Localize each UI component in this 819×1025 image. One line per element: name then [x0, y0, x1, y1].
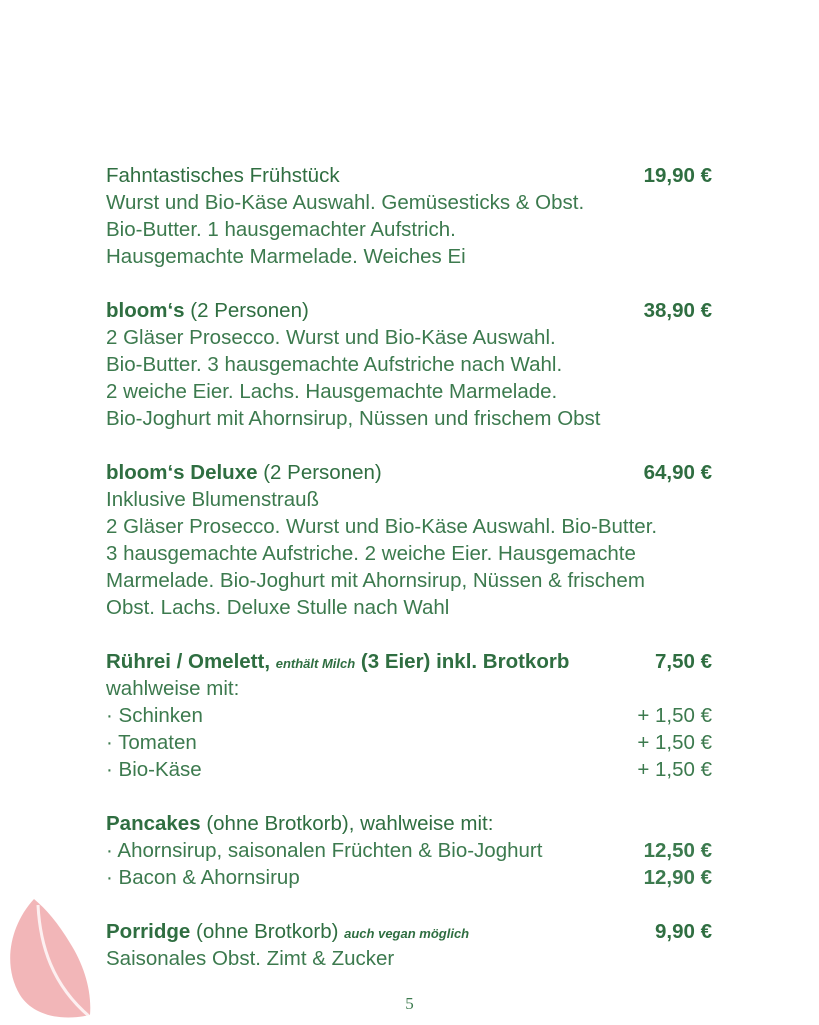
item-line: Wurst und Bio-Käse Auswahl. Gemüsesticks & Obst. [106, 191, 585, 214]
item-title-group [106, 459, 382, 486]
item-line: Bio-Butter. 3 hausgemachte Aufstriche nach Wahl. [106, 353, 563, 376]
option-label: · Tomaten [106, 731, 197, 754]
item-header [106, 459, 712, 486]
item-title: Pancakes [106, 812, 201, 835]
item-line: Bio-Joghurt mit Ahornsirup, Nüssen und frischem Obst [106, 407, 601, 430]
item-line: 2 Gläser Prosecco. Wurst und Bio-Käse Auswahl. [106, 326, 556, 349]
item-note: (2 Personen) [190, 299, 309, 322]
item-title-group [106, 810, 493, 837]
item-note: (2 Personen) [263, 461, 382, 484]
item-title: Fahntastisches Frühstück [106, 164, 340, 187]
option-price: + 1,50 € [637, 704, 712, 727]
menu-item-pancakes [106, 810, 712, 891]
item-header [106, 297, 712, 324]
item-line: 2 weiche Eier. Lachs. Hausgemachte Marmelade. [106, 380, 558, 403]
menu-item-blooms-deluxe [106, 459, 712, 621]
item-title: Rührei / Omelett, [106, 650, 271, 673]
item-line: Obst. Lachs. Deluxe Stulle nach Wahl [106, 596, 450, 619]
item-price: 7,50 € [655, 650, 712, 673]
item-header [106, 918, 712, 945]
option-price: 12,90 € [643, 866, 712, 889]
item-line: 2 Gläser Prosecco. Wurst und Bio-Käse Auswahl. Bio-Butter. [106, 515, 658, 538]
menu-item-blooms [106, 297, 712, 432]
item-tag: auch vegan möglich [344, 926, 470, 941]
option-row [106, 864, 712, 891]
item-line: 3 hausgemachte Aufstriche. 2 weiche Eier. Hausgemachte [106, 542, 636, 565]
item-title: Porridge [106, 920, 191, 943]
option-price: + 1,50 € [637, 731, 712, 754]
item-price: 38,90 € [643, 299, 712, 322]
item-price: 19,90 € [643, 164, 712, 187]
item-line: Marmelade. Bio-Joghurt mit Ahornsirup, Nüssen & frischem [106, 569, 645, 592]
item-price: 64,90 € [643, 461, 712, 484]
option-row [106, 756, 712, 783]
menu-item-fruehstueck [106, 162, 712, 270]
item-title-group [106, 297, 309, 324]
item-title-tail: (3 Eier) inkl. Brotkorb [360, 650, 570, 673]
option-label: · Bio-Käse [106, 758, 202, 781]
item-tag: enthält Milch [275, 656, 356, 671]
option-label: · Bacon & Ahornsirup [106, 866, 300, 889]
item-title-group [106, 648, 569, 677]
item-title: bloom‘s [106, 299, 185, 322]
item-line: Saisonales Obst. Zimt & Zucker [106, 947, 395, 970]
item-line: Bio-Butter. 1 hausgemachter Aufstrich. [106, 218, 456, 241]
item-line: Inklusive Blumenstrauß [106, 488, 320, 511]
option-row [106, 729, 712, 756]
item-title: bloom‘s Deluxe [106, 461, 258, 484]
option-row [106, 702, 712, 729]
item-note: (ohne Brotkorb), wahlweise mit: [206, 812, 494, 835]
menu-item-ruehrei [106, 648, 712, 783]
option-row [106, 837, 712, 864]
item-title-group [106, 918, 469, 947]
page-number: 5 [405, 994, 414, 1013]
item-line: Hausgemachte Marmelade. Weiches Ei [106, 245, 466, 268]
item-price: 9,90 € [655, 920, 712, 943]
item-intro: wahlweise mit: [106, 677, 240, 700]
option-price: 12,50 € [643, 839, 712, 862]
item-header [106, 648, 712, 675]
item-header [106, 810, 712, 837]
option-label: · Ahornsirup, saisonalen Früchten & Bio-Joghurt [106, 839, 543, 862]
option-label: · Schinken [106, 704, 203, 727]
option-price: + 1,50 € [637, 758, 712, 781]
breakfast-menu [106, 162, 712, 999]
item-header [106, 162, 712, 189]
menu-item-porridge [106, 918, 712, 972]
item-note: (ohne Brotkorb) [196, 920, 339, 943]
